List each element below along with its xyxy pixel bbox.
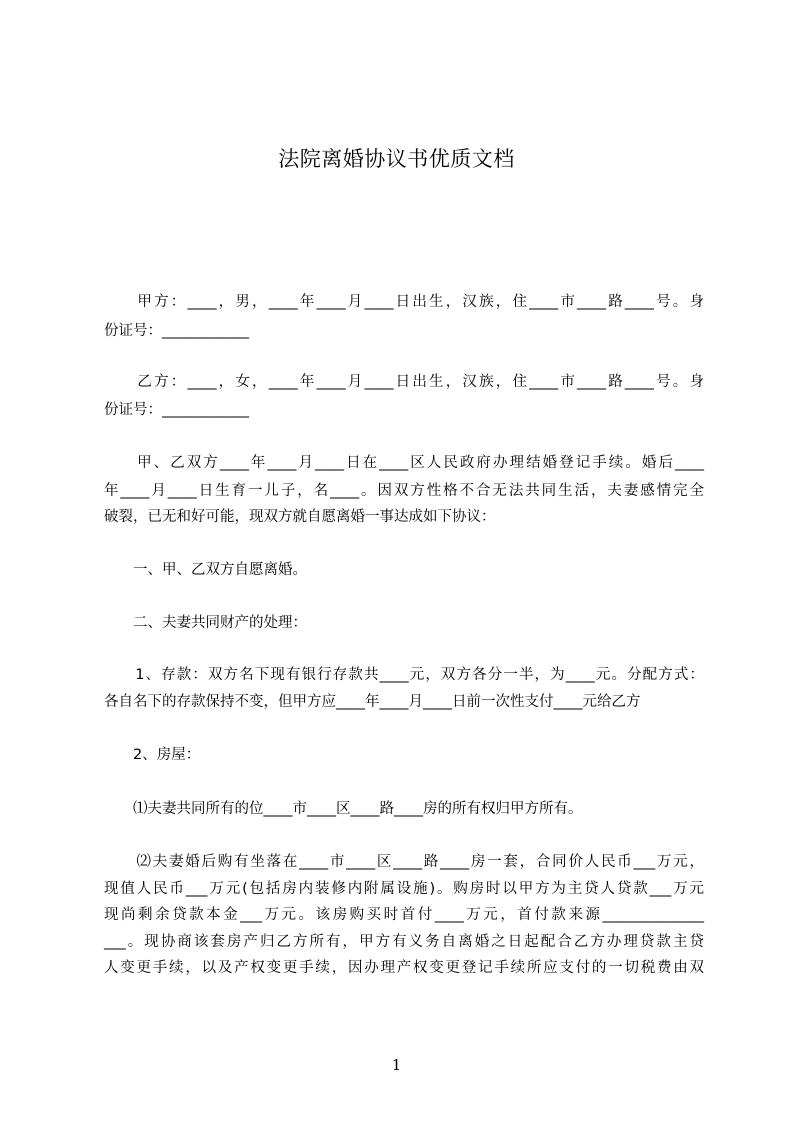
document-title: 法院离婚协议书优质文档	[278, 147, 515, 171]
marriage-paragraph-line-2: 年____月____日生育一儿子，名____。因双方性格不合无法共同生活，夫妻感情完全	[104, 483, 704, 499]
housing-item-2-line-2: 现值人民币___万元(包括房内装修内附属设施)。购房时以甲方为主贷人贷款___万元	[104, 881, 704, 897]
housing-item-2-line-5: 人变更手续，以及产权变更手续，因办理产权变更登记手续所应支付的一切税费由双	[104, 960, 704, 976]
housing-item-1: ⑴夫妻共同所有的位____市____区____路____房的所有权归甲方所有。	[104, 801, 583, 817]
marriage-paragraph-line-1: 甲、乙双方____年____月____日在____区人民政府办理结婚登记手续。婚后____	[104, 455, 704, 471]
savings-line-2: 各自名下的存款保持不变，但甲方应____年____月____日前一次性支付____元给乙方	[104, 694, 641, 710]
housing-item-2-line-3: 现尚剩余贷款本金___万元。该房购买时首付____万元，首付款来源______________	[104, 907, 704, 923]
savings-line-1: 1、存款：双方名下现有银行存款共____元，双方各分一半，为____元。分配方式：	[104, 667, 704, 683]
clause-1-heading: 一、甲、乙双方自愿离婚。	[104, 562, 307, 578]
housing-item-2-line-4: ___。现协商该套房产归乙方所有，甲方有义务自离婚之日起配合乙方办理贷款主贷	[104, 934, 704, 950]
party-a-line-1: 甲方：____，男，____年____月____日出生，汉族，住____市____路____号。身	[104, 294, 704, 310]
housing-item-2-line-1: ⑵夫妻婚后购有坐落在____市____区____路____房一套，合同价人民币___万元，	[104, 854, 704, 870]
party-b-line-2: 份证号：____________	[104, 402, 249, 418]
housing-heading: 2、房屋：	[104, 747, 201, 763]
party-b-line-1: 乙方：____，女，____年____月____日出生，汉族，住____市____路____号。身	[104, 374, 704, 390]
page-number: 1	[391, 1056, 402, 1074]
clause-2-heading: 二、夫妻共同财产的处理：	[104, 615, 307, 631]
marriage-paragraph-line-3: 破裂，已无和好可能，现双方就自愿离婚一事达成如下协议：	[104, 509, 496, 525]
party-a-line-2: 份证号：____________	[104, 323, 249, 339]
